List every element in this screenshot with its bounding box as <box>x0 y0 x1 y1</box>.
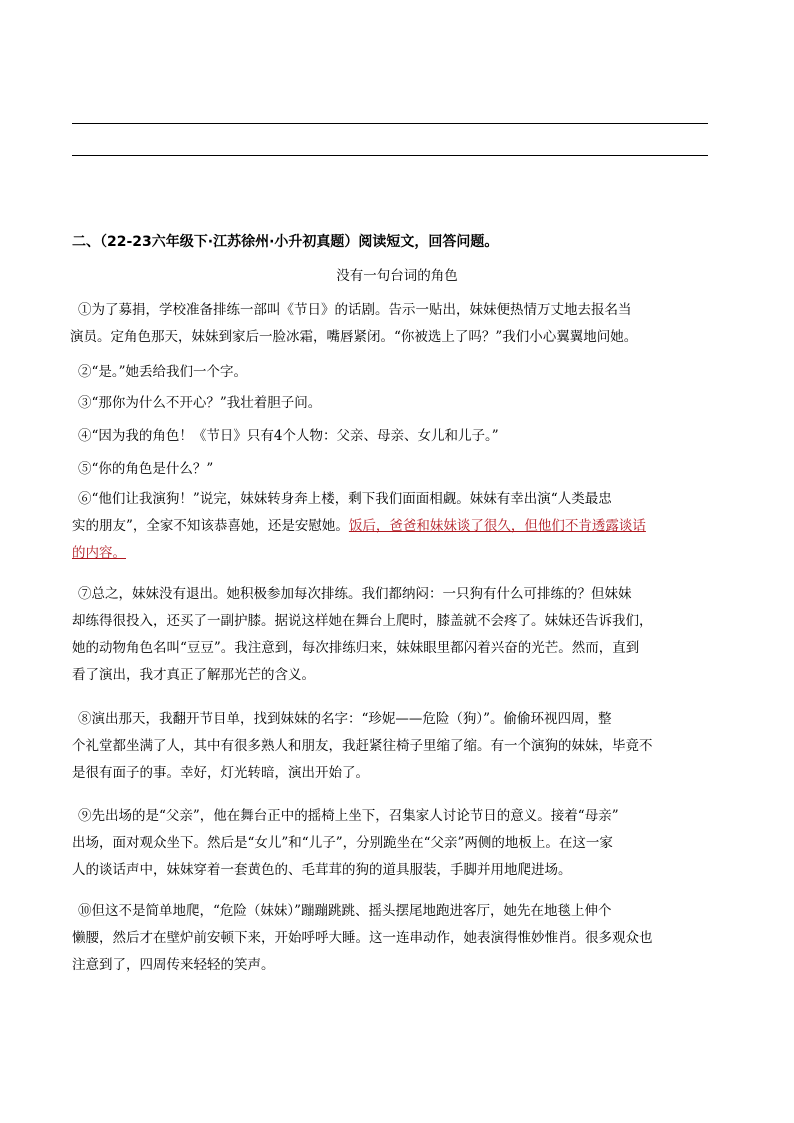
question-heading: 二、（22-23六年级下·江苏徐州·小升初真题）阅读短文，回答问题。 <box>72 234 499 250</box>
paragraph-1 <box>72 297 708 351</box>
answer-line-2 <box>72 155 708 156</box>
paragraph-line: 出场，面对观众坐下。然后是“女儿”和“儿子”，分别跪坐在“父亲”两侧的地板上。在这一家 <box>72 835 613 851</box>
passage-title: 没有一句台词的角色 <box>336 268 458 284</box>
paragraph-line: ③“那你为什么不开心？”我壮着胆子问。 <box>78 395 322 411</box>
paragraph-line: ⑩但这不是简单地爬，“危险（妹妹）”蹦蹦跳跳、摇头摆尾地跑进客厅，她先在地毯上伸个 <box>78 903 612 919</box>
paragraph-line: 她的动物角色名叫“豆豆”。我注意到，每次排练归来，妹妹眼里都闪着兴奋的光芒。然而，直到 <box>72 640 640 656</box>
paragraph-line: 是很有面子的事。幸好，灯光转暗，演出开始了。 <box>72 765 369 781</box>
paragraph-8 <box>72 706 708 787</box>
highlighted-text: 的内容。 <box>72 545 126 561</box>
paragraph-line: 人的谈话声中，妹妹穿着一套黄色的、毛茸茸的狗的道具服装，手脚并用地爬进场。 <box>72 862 572 878</box>
paragraph-7 <box>72 581 708 689</box>
paragraph-9 <box>72 803 708 884</box>
paragraph-line: ①为了募捐，学校准备排练一部叫《节日》的话剧。告示一贴出，妹妹便热情万丈地去报名当 <box>78 302 632 318</box>
paragraph-line: 却练得很投入，还买了一副护膝。据说这样她在舞台上爬时，膝盖就不会疼了。妹妹还告诉我们， <box>72 613 653 629</box>
paragraph-line <box>72 540 708 567</box>
paragraph-line: 懒腰，然后才在壁炉前安顿下来，开始呼呼大睡。这一连串动作，她表演得惟妙惟肖。很多观众也 <box>72 930 653 946</box>
paragraph-line: ⑨先出场的是“父亲”，他在舞台正中的摇椅上坐下，召集家人讨论节日的意义。接着“母亲” <box>78 808 619 824</box>
paragraph-line: 看了演出，我才真正了解那光芒的含义。 <box>72 667 315 683</box>
paragraph-line: ②“是。”她丢给我们一个字。 <box>78 364 248 380</box>
paragraph-line: ⑤“你的角色是什么？” <box>78 461 214 477</box>
paragraph-line: 个礼堂都坐满了人，其中有很多熟人和朋友，我赶紧往椅子里缩了缩。有一个演狗的妹妹，毕竟不 <box>72 738 653 754</box>
paragraph-line: 注意到了，四周传来轻轻的笑声。 <box>72 957 275 973</box>
paragraph-4 <box>72 423 708 450</box>
paragraph-line: 演员。定角色那天，妹妹到家后一脸冰霜，嘴唇紧闭。“你被选上了吗？”我们小心翼翼地问她。 <box>70 329 638 345</box>
paragraph-text: 实的朋友”，全家不知该恭喜她，还是安慰她。 <box>72 518 349 534</box>
answer-line-1 <box>72 123 708 124</box>
paragraph-10 <box>72 898 708 979</box>
paragraph-line: ⑥“他们让我演狗！”说完，妹妹转身奔上楼，剩下我们面面相觑。妹妹有幸出演“人类最忠 <box>78 491 612 507</box>
paragraph-line <box>72 513 708 540</box>
paragraph-line: ④“因为我的角色！《节日》只有4个人物：父亲、母亲、女儿和儿子。” <box>78 428 499 444</box>
highlighted-text: 饭后，爸爸和妹妹谈了很久，但他们不肯透露谈话 <box>348 518 646 534</box>
paragraph-line: ⑧演出那天，我翻开节目单，找到妹妹的名字：“珍妮——危险（狗）”。偷偷环视四周，整 <box>78 711 612 727</box>
paragraph-6 <box>72 486 708 567</box>
paragraph-5 <box>72 456 708 483</box>
paragraph-3 <box>72 390 708 417</box>
paragraph-line: ⑦总之，妹妹没有退出。她积极参加每次排练。我们都纳闷：一只狗有什么可排练的？但妹妹 <box>78 586 632 602</box>
paragraph-2 <box>72 359 708 386</box>
